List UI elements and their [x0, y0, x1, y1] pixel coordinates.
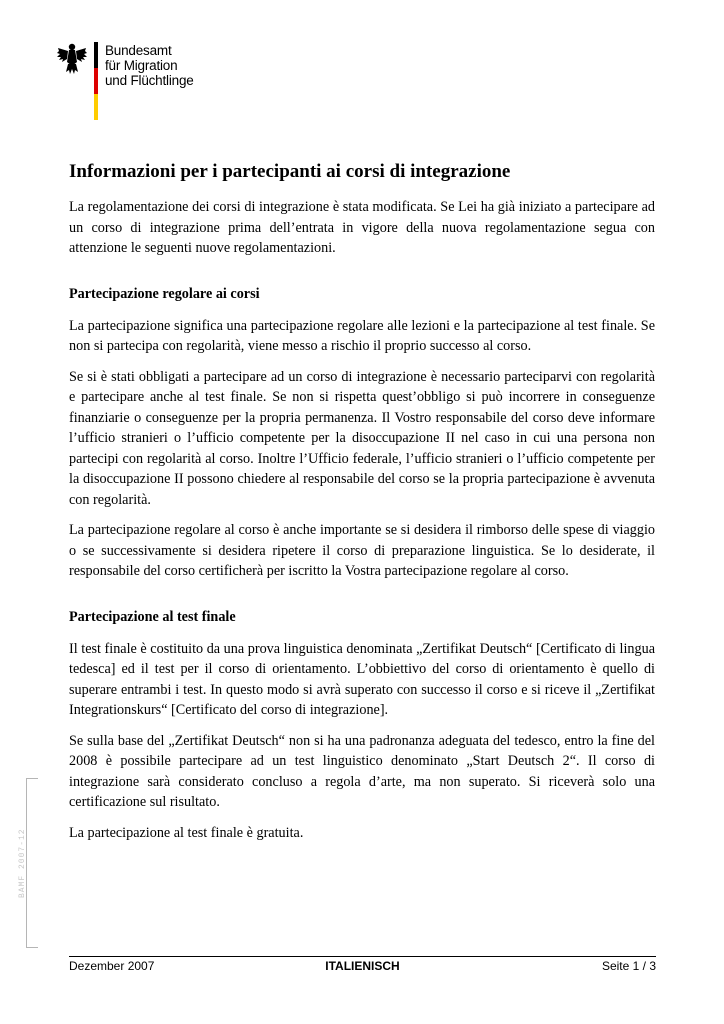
section-2-paragraph-2: Se sulla base del „Zertifikat Deutsch“ non si ha una padronanza adeguata del tedesco, entro la fine del 2008 è possibile partecipare ad un test linguistico denominato „Start Deutsch 2“. Il corso di integrazione sarà considerato concluso a regola d’arte, ma non superato. Si riceverà solo una certificazione sul risultato. — [69, 732, 655, 810]
document-body — [69, 160, 655, 853]
intro-paragraph: La regolamentazione dei corsi di integrazione è stata modificata. Se Lei ha già iniziato a partecipare ad un corso di integrazione prima dell’entrata in vigore della nuova regolamentazione segua con attenzione le seguenti nuove regolamentazioni. — [69, 199, 655, 256]
section-1-paragraph-1: La partecipazione significa una partecipazione regolare alle lezioni e la partecipazione al test finale. Se non si partecipa con regolarità, viene messo a rischio il proprio successo al corso. — [69, 317, 655, 354]
logo-line-1: Bundesamt — [105, 43, 172, 58]
section-1-paragraph-3: La partecipazione regolare al corso è anche importante se si desidera il rimborso delle spese di viaggio o se successivamente si desidera ripetere il corso di preparazione linguistica. Se lo desiderate, il responsabile del corso certificherà per iscritto la Vostra partecipazione regolare al corso. — [69, 522, 655, 579]
footer-page-number: Seite 1 / 3 — [601, 959, 656, 973]
page-footer — [69, 958, 656, 974]
section-heading-final-test: Partecipazione al test finale — [69, 608, 236, 625]
section-heading-regular-participation: Partecipazione regolare ai corsi — [69, 285, 260, 302]
footer-language: ITALIENISCH — [325, 959, 400, 973]
footer-date: Dezember 2007 — [69, 959, 155, 973]
section-2-paragraph-3: La partecipazione al test finale è gratuita. — [69, 824, 304, 841]
document-title: Informazioni per i partecipanti ai corsi di integrazione — [69, 161, 511, 182]
flag-gold — [94, 94, 98, 120]
section-2-paragraph-1: Il test finale è costituito da una prova linguistica denominata „Zertifikat Deutsch“ [Certificato di lingua tedesca] ed il test per il corso di orientamento. L’obbiettivo del corso di orientamento è quello di superare entrambi i test. In questo modo si avrà superato con successo il corso e si riceve il „Zertifikat Integrationskurs“ [Certificato del corso di integrazione]. — [69, 640, 655, 718]
flag-bar — [94, 42, 98, 120]
footer-divider — [69, 956, 656, 957]
document-code: BAMF 2007-12 — [18, 828, 27, 898]
federal-eagle-icon — [56, 42, 88, 78]
logo-text — [105, 43, 225, 88]
flag-black — [94, 42, 98, 68]
section-1-paragraph-2: Se si è stati obbligati a partecipare ad un corso di integrazione è necessario parteciparvi con regolarità e partecipare anche al test finale. Se non si rispetta quest’obbligo si può incorrere in conseguenze finanziarie o conseguenze per la propria permanenza. Il Vostro responsabile del corso deve informare l’ufficio stranieri o l’ufficio competente per la disoccupazione II nel caso in cui una persona non partecipi con regolarità al corso. Inoltre l’Ufficio federale, l’ufficio stranieri o l’ufficio competente per la disoccupazione II possono chiedere al responsabile del corso se la propria partecipazione è avvenuta con regolarità. — [69, 368, 655, 508]
logo-line-2: für Migration — [105, 58, 178, 73]
logo-line-3: und Flüchtlinge — [105, 73, 194, 88]
side-margin-box — [26, 778, 38, 948]
flag-red — [94, 68, 98, 94]
